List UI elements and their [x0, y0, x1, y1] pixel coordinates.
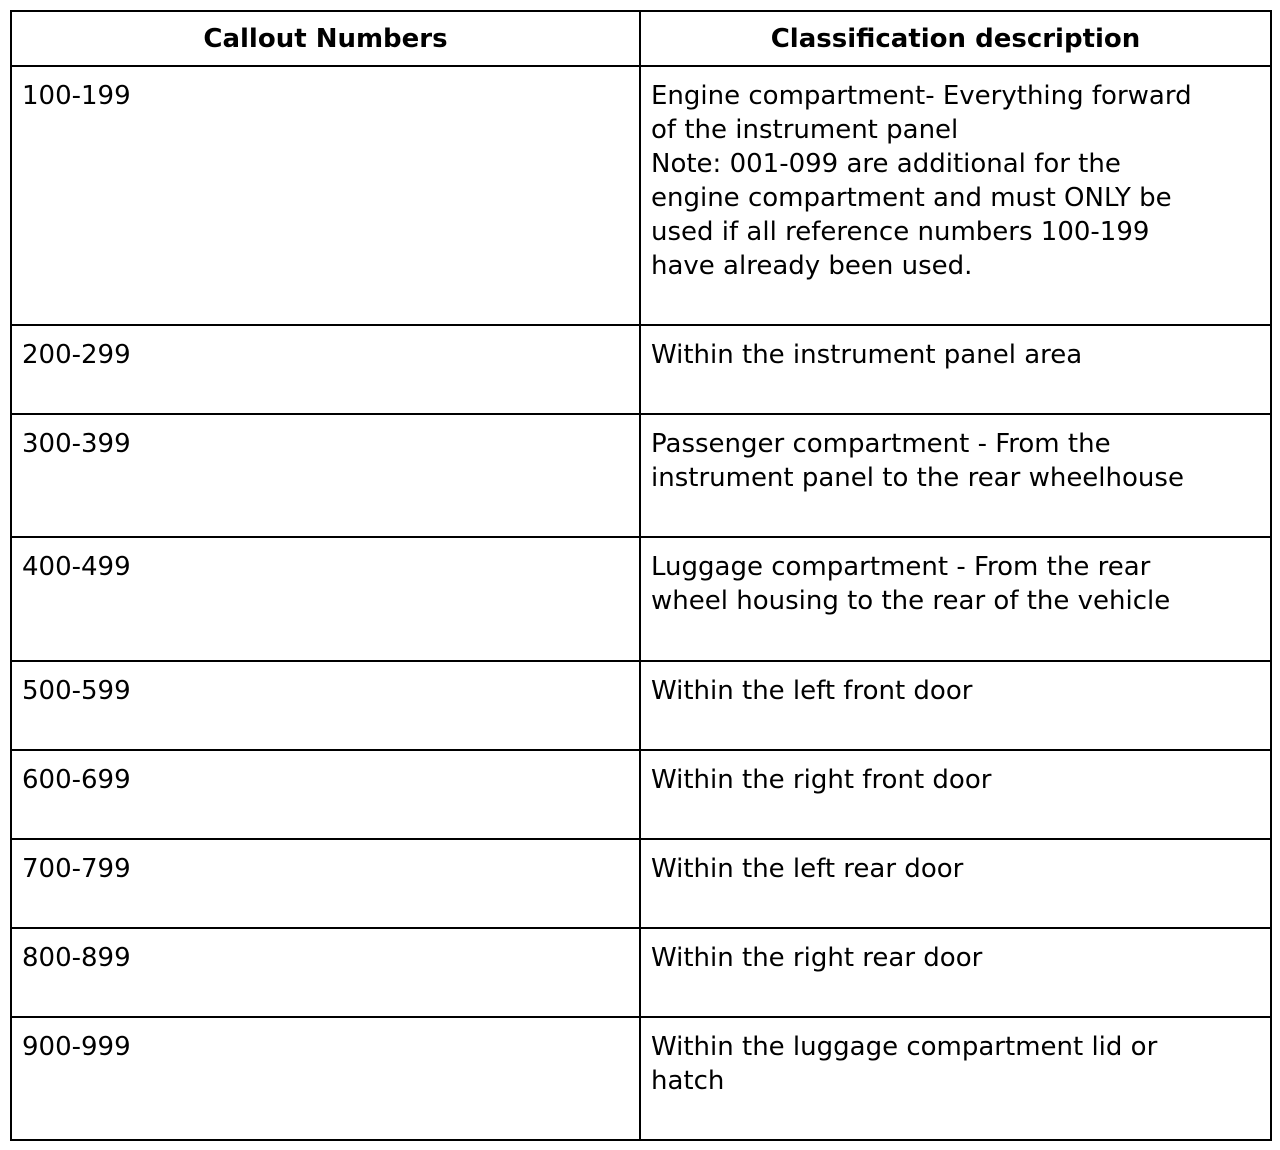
- table-row: [11, 325, 1271, 414]
- callout-range-cell: 400-499: [11, 537, 640, 661]
- description-line: Within the instrument panel area: [651, 340, 1083, 370]
- callout-range-cell: 800-899: [11, 928, 640, 1017]
- classification-description-cell: [640, 661, 1271, 750]
- description-line: wheel housing to the rear of the vehicle: [651, 586, 1171, 616]
- description-line: Passenger compartment - From the: [651, 429, 1111, 459]
- header-row: [11, 11, 1271, 66]
- callout-range-cell: 700-799: [11, 839, 640, 928]
- classification-description-cell: [640, 325, 1271, 414]
- description-line: Within the right rear door: [651, 943, 983, 973]
- classification-description-cell: [640, 537, 1271, 661]
- table-body: [11, 66, 1271, 1140]
- callout-range-cell: 900-999: [11, 1017, 640, 1140]
- description-line: Note: 001-099 are additional for the: [651, 149, 1121, 179]
- description-line: Engine compartment- Everything forward: [651, 81, 1192, 111]
- description-line: have already been used.: [651, 251, 973, 281]
- description-line: Luggage compartment - From the rear: [651, 552, 1151, 582]
- callout-range-cell: 500-599: [11, 661, 640, 750]
- description-line: Within the left rear door: [651, 854, 964, 884]
- classification-description-cell: [640, 414, 1271, 537]
- table-row: [11, 1017, 1271, 1140]
- table-row: [11, 661, 1271, 750]
- description-line: of the instrument panel: [651, 115, 959, 145]
- callout-range-cell: 600-699: [11, 750, 640, 839]
- description-line: used if all reference numbers 100-199: [651, 217, 1150, 247]
- table-row: [11, 66, 1271, 325]
- callout-range-cell: 300-399: [11, 414, 640, 537]
- table-row: [11, 839, 1271, 928]
- description-line: Within the left front door: [651, 676, 973, 706]
- classification-description-cell: [640, 750, 1271, 839]
- description-line: Within the right front door: [651, 765, 992, 795]
- classification-description-cell: [640, 839, 1271, 928]
- table-row: [11, 414, 1271, 537]
- classification-description-cell: [640, 928, 1271, 1017]
- classification-description-cell: [640, 66, 1271, 325]
- description-line: engine compartment and must ONLY be: [651, 183, 1172, 213]
- callout-range-cell: 200-299: [11, 325, 640, 414]
- header-classification-description: Classification description: [640, 11, 1271, 66]
- callout-classification-table: [10, 10, 1272, 1141]
- header-callout-numbers: Callout Numbers: [11, 11, 640, 66]
- description-line: instrument panel to the rear wheelhouse: [651, 463, 1184, 493]
- table-row: [11, 537, 1271, 661]
- classification-description-cell: [640, 1017, 1271, 1140]
- table-row: [11, 750, 1271, 839]
- description-line: Within the luggage compartment lid or: [651, 1032, 1158, 1062]
- description-line: hatch: [651, 1066, 725, 1096]
- table-row: [11, 928, 1271, 1017]
- callout-range-cell: 100-199: [11, 66, 640, 325]
